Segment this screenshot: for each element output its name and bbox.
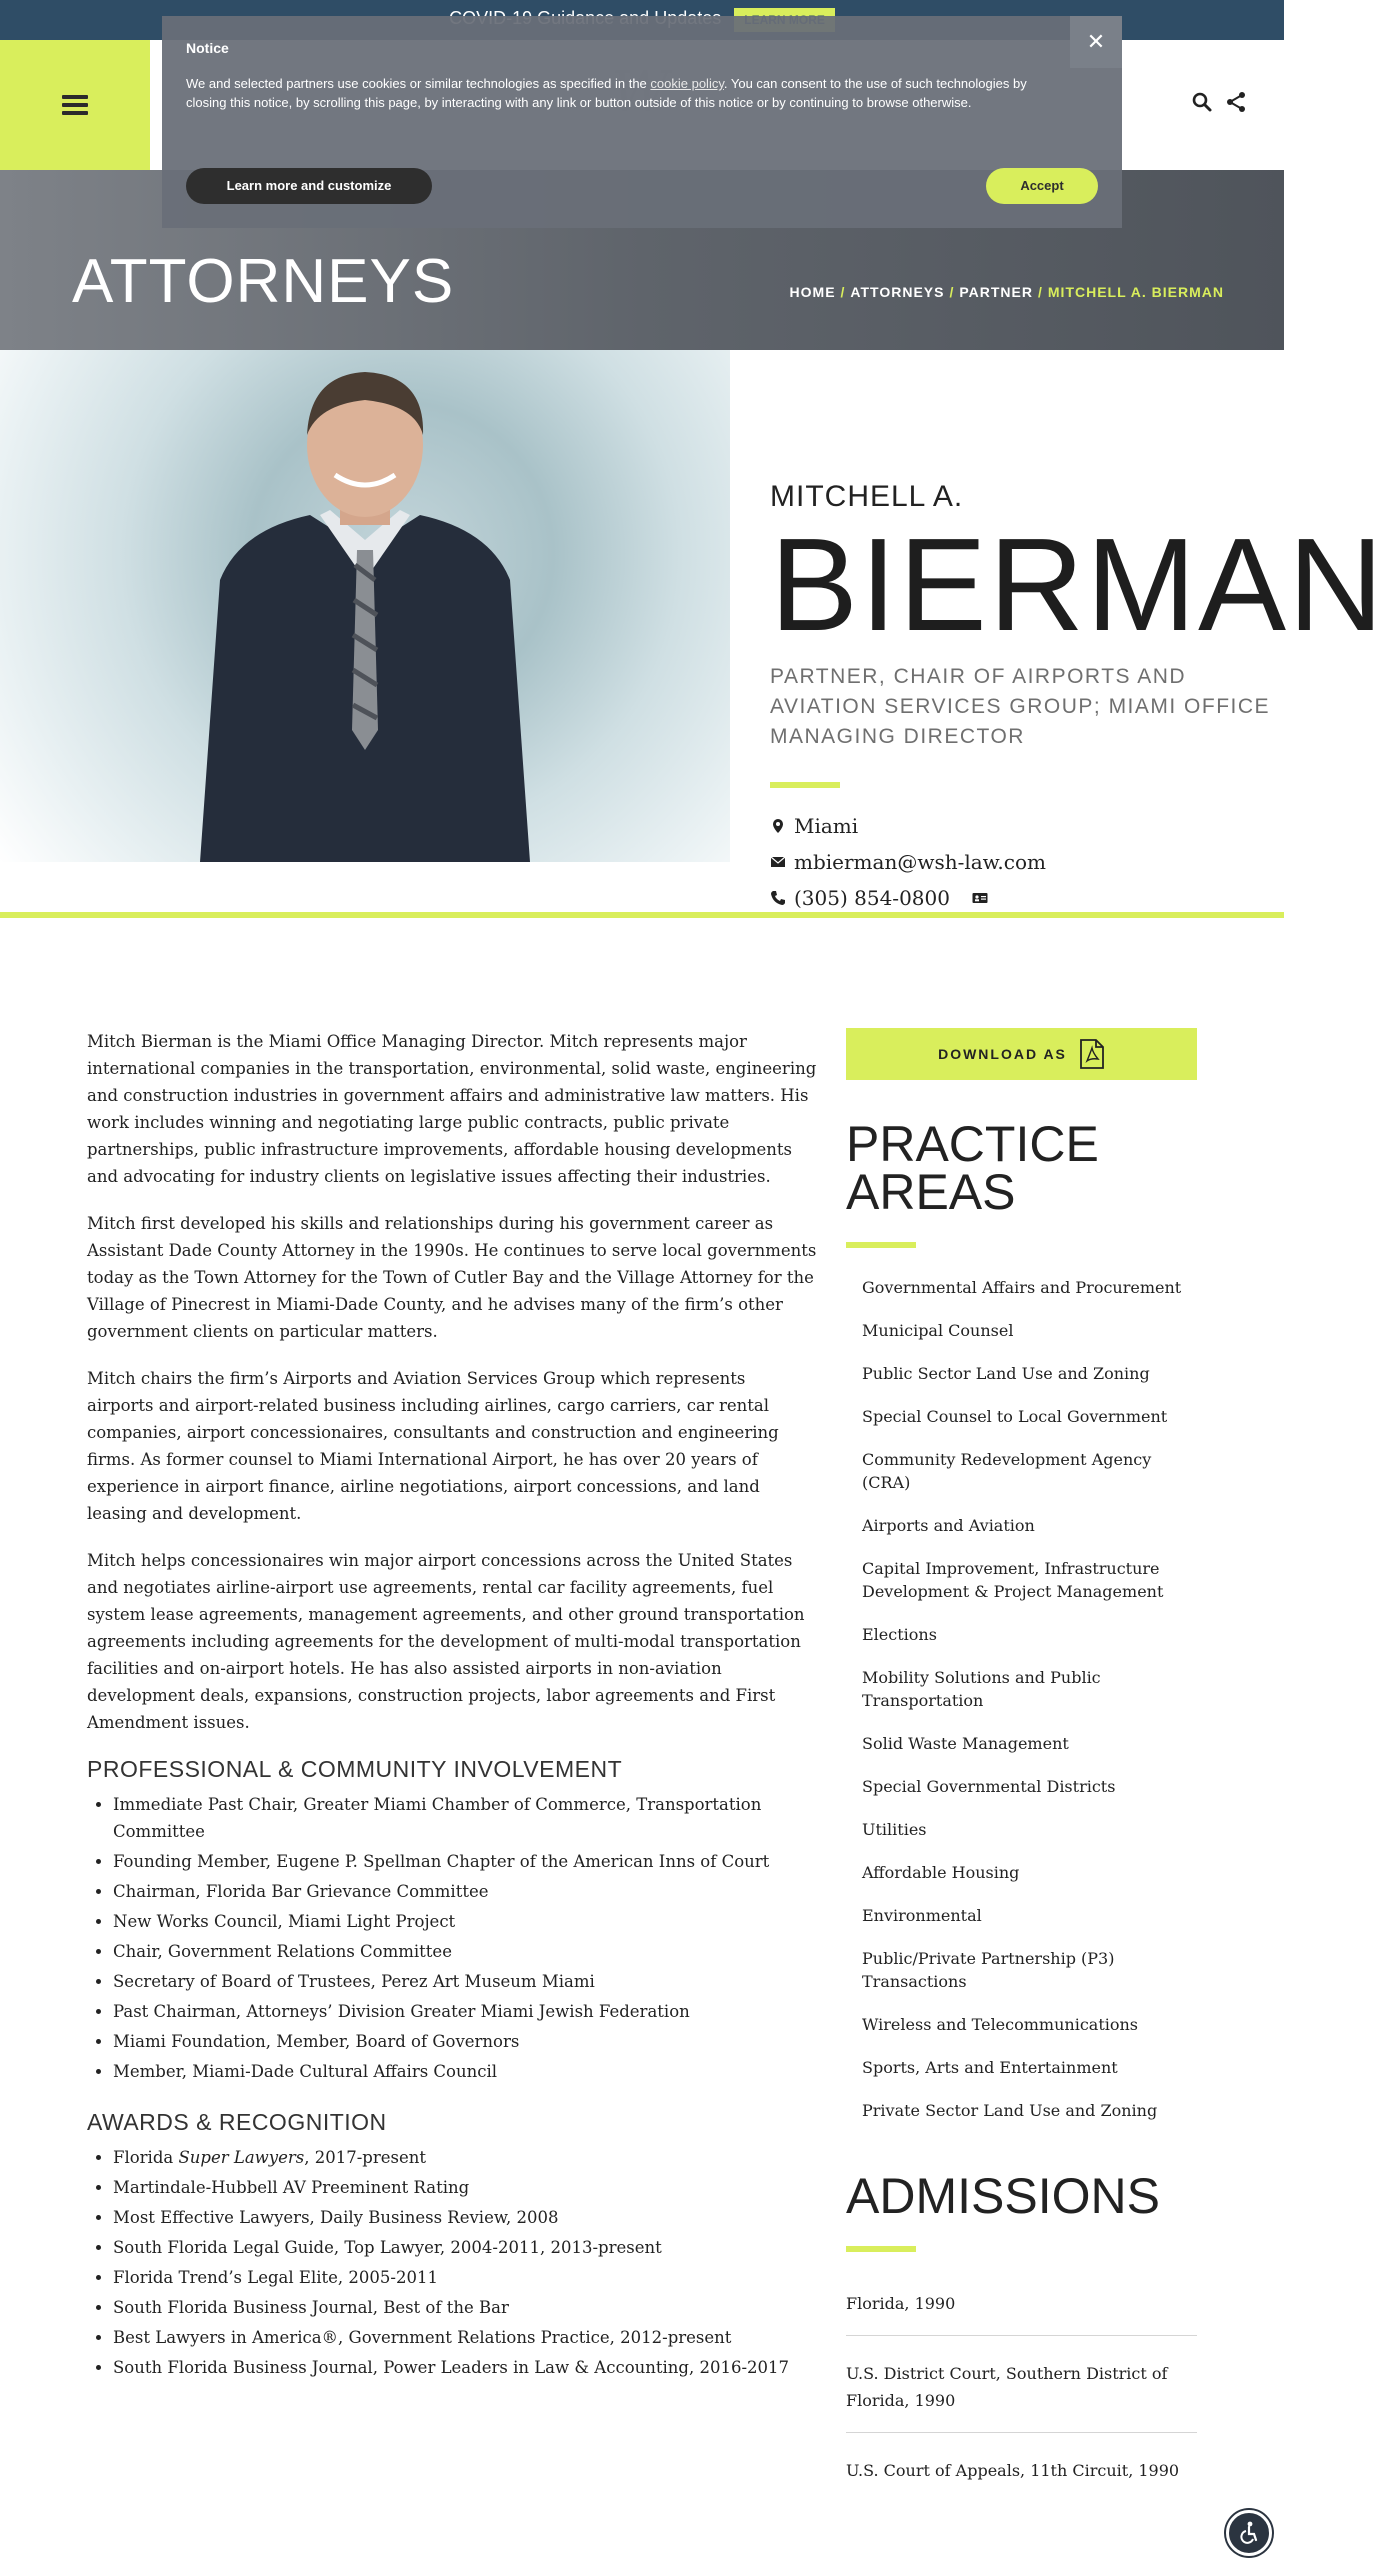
close-notice-button[interactable]: ✕ [1070, 16, 1122, 68]
list-item: • Florida Super Lawyers, 2017-present [113, 2144, 817, 2171]
practice-area-link[interactable]: Affordable Housing [862, 1863, 1020, 1882]
list-item: • Best Lawyers in America®, Government Relations Practice, 2012-present [113, 2324, 817, 2351]
list-item: • South Florida Business Journal, Power Leaders in Law & Accounting, 2016-2017 [113, 2354, 817, 2381]
practice-area-link[interactable]: Private Sector Land Use and Zoning [862, 2101, 1158, 2120]
list-item: • Immediate Past Chair, Greater Miami Chamber of Commerce, Transportation Committee [113, 1791, 817, 1845]
bio-paragraph: Mitch first developed his skills and relationships during his government career as Assistant Dade County Attorney in the 1990s. He continues to serve local governments today as the Town Attorney for the Town of Cutler Bay and the Village Attorney for the Village of Pinecrest in Miami-Dade County, and he advises many of the firm’s other government clients on particular matters. [87, 1214, 817, 1341]
practice-area-link[interactable]: Special Counsel to Local Government [862, 1407, 1168, 1426]
list-item: • Past Chairman, Attorneys’ Division Greater Miami Jewish Federation [113, 1998, 817, 2025]
map-pin-icon [770, 818, 786, 834]
first-name: MITCHELL A. [770, 480, 964, 513]
list-item: • South Florida Business Journal, Best of the Bar [113, 2294, 817, 2321]
admission-item: U.S. Court of Appeals, 11th Circuit, 1990 [846, 2461, 1180, 2480]
list-item: • South Florida Legal Guide, Top Lawyer, 2004-2011, 2013-present [113, 2234, 817, 2261]
learn-more-customize-button[interactable]: Learn more and customize [186, 168, 432, 204]
bio-paragraph: Mitch Bierman is the Miami Office Managing Director. Mitch represents major international companies in the transportation, environmental, solid waste, engineering and construction industries in government affairs and administrative law matters. His work includes winning and negotiating large public contracts, public private partnerships, public infrastructure improvements, affordable housing developments and advocating for industry clients on legislative issues affecting their industries. [87, 1032, 817, 1186]
download-pdf-button[interactable] [846, 1028, 1197, 1080]
accent-divider [846, 2246, 916, 2252]
practice-area-link[interactable]: Governmental Affairs and Procurement [862, 1278, 1182, 1297]
sidebar [846, 1028, 1197, 2516]
breadcrumb-attorneys[interactable]: ATTORNEYS [850, 284, 945, 300]
accept-button[interactable]: Accept [986, 168, 1098, 204]
page-title: ATTORNEYS [72, 247, 455, 316]
admissions-heading: ADMISSIONS [846, 2168, 1160, 2224]
awards-heading: AWARDS & RECOGNITION [87, 2109, 387, 2135]
practice-area-link[interactable]: Community Redevelopment Agency (CRA) [862, 1450, 1152, 1492]
involvement-list [113, 1791, 817, 2085]
menu-icon [62, 91, 88, 119]
list-item: • Chair, Government Relations Committee [113, 1938, 817, 1965]
practice-area-link[interactable]: Wireless and Telecommunications [862, 2015, 1139, 2034]
accent-divider [770, 782, 840, 788]
involvement-heading: PROFESSIONAL & COMMUNITY INVOLVEMENT [87, 1756, 623, 1782]
biography [87, 1028, 817, 2405]
list-item: • New Works Council, Miami Light Project [113, 1908, 817, 1935]
email-link[interactable]: mbierman@wsh-law.com [794, 850, 1046, 874]
bio-paragraph: Mitch chairs the firm’s Airports and Aviation Services Group which represents airports and airport-related business including airlines, cargo carriers, car rental companies, airport concessionaires, consultants and construction and engineering firms. As former counsel to Miami International Airport, he has over 20 years of experience in airport finance, airline negotiations, airport concessions, and land leasing and development. [87, 1369, 779, 1523]
practice-area-link[interactable]: Municipal Counsel [862, 1321, 1014, 1340]
accessibility-icon [1236, 2520, 1262, 2546]
practice-area-link[interactable]: Sports, Arts and Entertainment [862, 2058, 1118, 2077]
practice-area-link[interactable]: Mobility Solutions and Public Transportation [862, 1668, 1101, 1710]
attorney-portrait [200, 350, 530, 862]
header-icons [1190, 90, 1248, 114]
admissions-list [846, 2280, 1197, 2502]
breadcrumb-partner[interactable]: PARTNER [959, 284, 1033, 300]
list-item: • Secretary of Board of Trustees, Perez Art Museum Miami [113, 1968, 817, 1995]
attorney-photo [0, 350, 730, 862]
cookie-notice [162, 16, 1122, 228]
list-item: • Martindale-Hubbell AV Preeminent Rating [113, 2174, 817, 2201]
phone-icon [770, 890, 786, 906]
contact-phone [770, 886, 1284, 910]
contact-email [770, 850, 1284, 874]
practice-areas-list [862, 1276, 1197, 2122]
envelope-icon [770, 854, 786, 870]
download-label: DOWNLOAD AS [938, 1046, 1067, 1062]
contact-location [770, 814, 1284, 838]
search-icon[interactable] [1190, 90, 1214, 114]
notice-title: Notice [186, 40, 229, 56]
list-item: • Founding Member, Eugene P. Spellman Chapter of the American Inns of Court [113, 1848, 817, 1875]
list-item: • Miami Foundation, Member, Board of Governors [113, 2028, 817, 2055]
menu-button[interactable] [0, 40, 150, 170]
practice-area-link[interactable]: Capital Improvement, Infrastructure Development & Project Management [862, 1559, 1164, 1601]
breadcrumb-current: MITCHELL A. BIERMAN [1047, 284, 1224, 300]
practice-area-link[interactable]: Public Sector Land Use and Zoning [862, 1364, 1150, 1383]
breadcrumb-home[interactable]: HOME [789, 284, 836, 300]
accessibility-button[interactable] [1226, 2510, 1272, 2556]
breadcrumb: HOME / ATTORNEYS / PARTNER / MITCHELL A. BIERMAN [789, 284, 1224, 300]
list-item: • Florida Trend’s Legal Elite, 2005-2011 [113, 2264, 817, 2291]
location-text[interactable]: Miami [794, 814, 859, 838]
notice-text: We and selected partners use cookies or similar technologies as specified in the cookie policy. You can consent to the use of such technologies by closing this notice, by scrolling this page, by interacting with any link or button outside of this notice or by continuing to browse otherwise. [186, 76, 1027, 110]
list-item: • Most Effective Lawyers, Daily Business Review, 2008 [113, 2204, 817, 2231]
list-item: • Member, Miami-Dade Cultural Affairs Council [113, 2058, 817, 2085]
awards-list [113, 2144, 817, 2381]
practice-area-link[interactable]: Environmental [862, 1906, 982, 1925]
last-name: BIERMAN [770, 511, 1385, 658]
pdf-icon [1079, 1039, 1105, 1069]
practice-area-link[interactable]: Airports and Aviation [862, 1516, 1035, 1535]
phone-link[interactable]: (305) 854-0800 [794, 886, 950, 910]
share-icon[interactable] [1224, 90, 1248, 114]
practice-area-link[interactable]: Elections [862, 1625, 937, 1644]
accent-divider [846, 1242, 916, 1248]
practice-area-link[interactable]: Utilities [862, 1820, 927, 1839]
practice-area-link[interactable]: Solid Waste Management [862, 1734, 1069, 1753]
cookie-policy-link[interactable]: cookie policy [650, 76, 724, 91]
admission-item: U.S. District Court, Southern District of Florida, 1990 [846, 2350, 1197, 2433]
practice-area-link[interactable]: Special Governmental Districts [862, 1777, 1116, 1796]
practice-areas-heading: PRACTICE AREAS [846, 1116, 1099, 1220]
admission-item: Florida, 1990 [846, 2280, 1197, 2336]
vcard-icon[interactable] [972, 890, 988, 906]
attorney-title: PARTNER, CHAIR OF AIRPORTS AND AVIATION SERVICES GROUP; MIAMI OFFICE MANAGING DIRECTOR [770, 665, 1271, 748]
bio-paragraph: Mitch helps concessionaires win major airport concessions across the United States and negotiates airline-airport use agreements, rental car facility agreements, fuel system lease agreements, management agreements, and other ground transportation agreements including agreements for the development of multi-modal transportation facilities and on-airport hotels. He has also assisted airports in non-aviation development deals, expansions, construction projects, labor agreements and First Amendment issues. [87, 1551, 805, 1732]
list-item: • Chairman, Florida Bar Grievance Committee [113, 1878, 817, 1905]
profile-divider [0, 912, 1284, 918]
profile-info [770, 480, 1385, 922]
practice-area-link[interactable]: Public/Private Partnership (P3) Transactions [862, 1949, 1115, 1991]
